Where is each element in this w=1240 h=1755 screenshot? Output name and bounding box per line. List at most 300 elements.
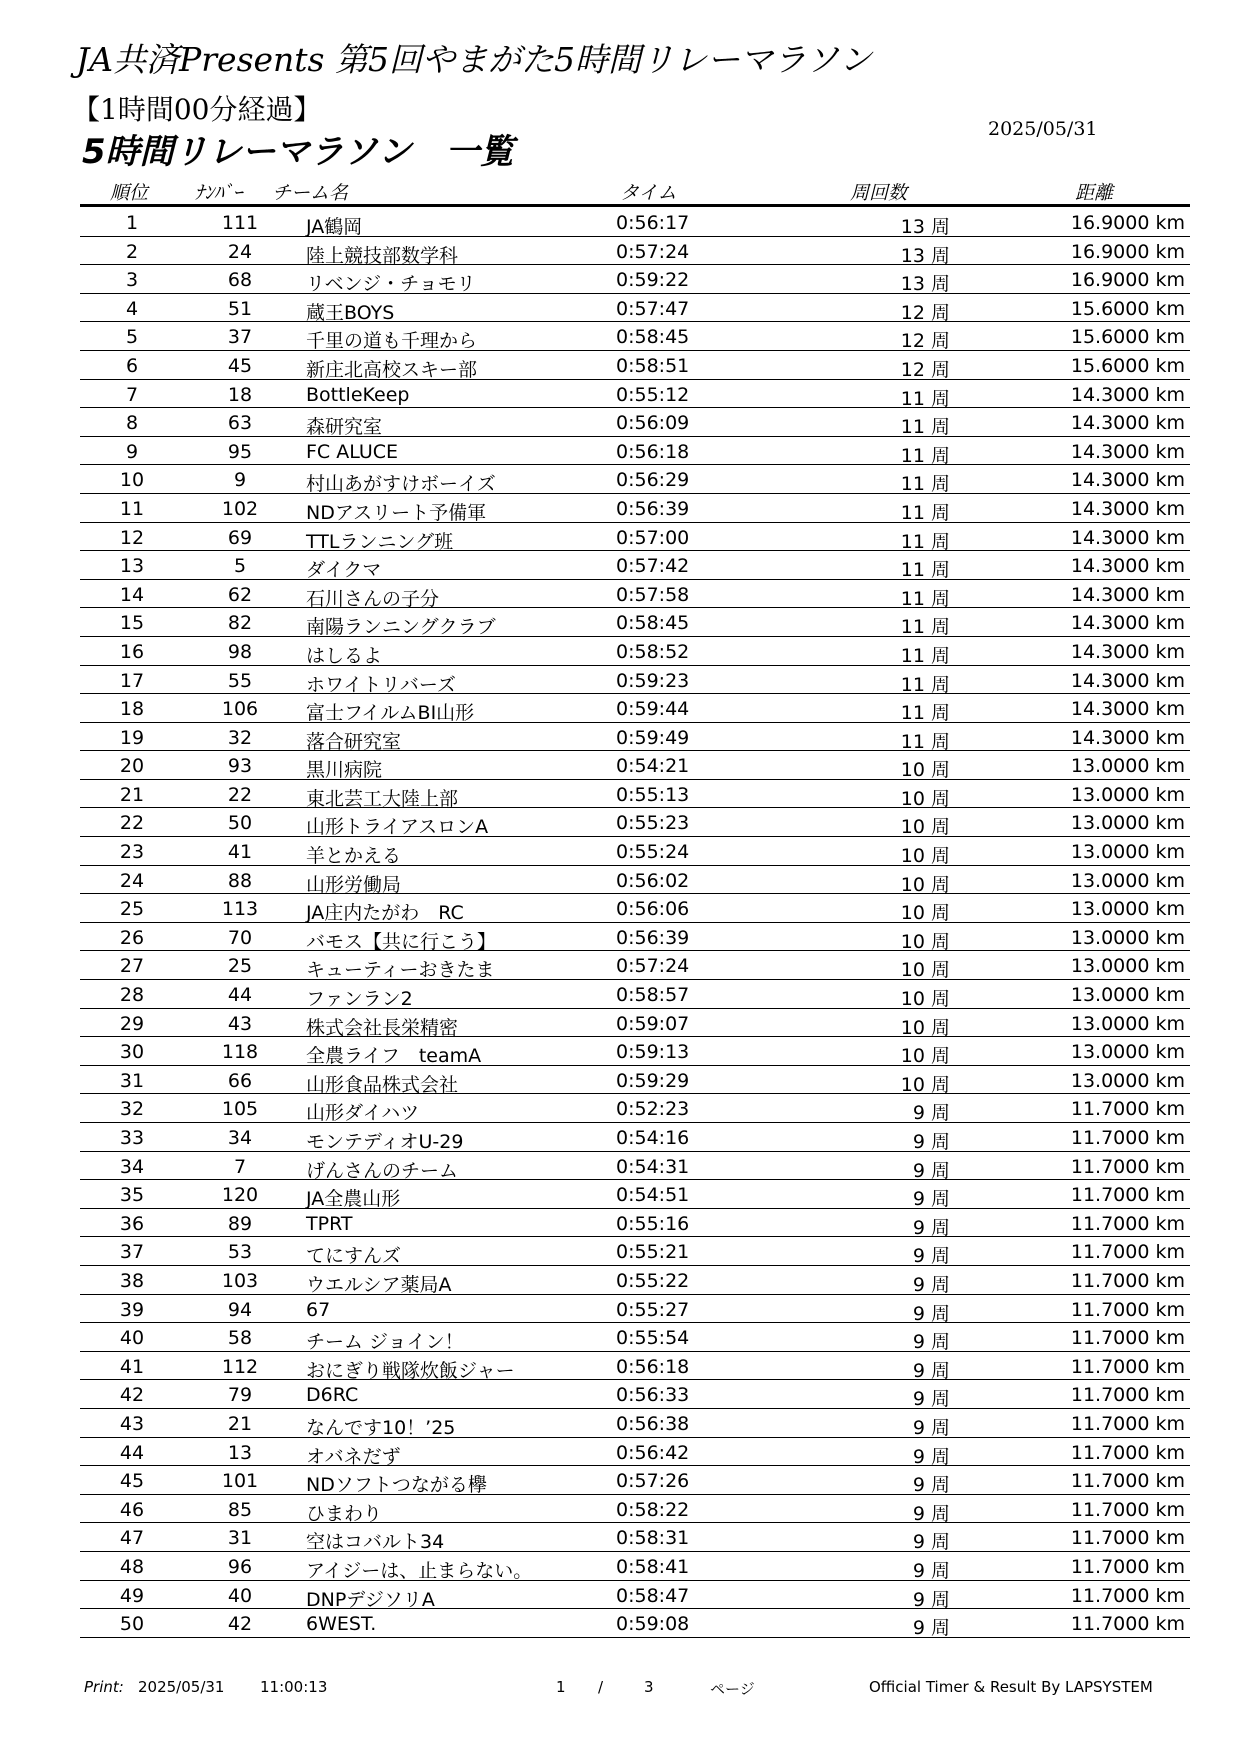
rank-cell: 4 — [125, 297, 139, 320]
number-cell: 94 — [227, 1298, 253, 1321]
team-name-cell: 空はコバルト34 — [306, 1531, 445, 1554]
table-row — [80, 951, 1190, 980]
table-row — [80, 1552, 1190, 1581]
time-cell: 0:55:27 — [616, 1298, 690, 1321]
time-cell: 0:56:29 — [616, 469, 690, 492]
col-distance-header: 距離 — [1075, 182, 1114, 204]
rank-cell: 29 — [119, 1012, 145, 1035]
rank-cell: 11 — [119, 497, 145, 520]
number-cell: 66 — [227, 1069, 253, 1092]
team-name-cell: 陸上競技部数学科 — [306, 244, 459, 267]
table-row — [80, 608, 1190, 637]
laps-cell: 9 周 — [912, 1245, 950, 1268]
distance-cell: 11.7000 km — [1070, 1613, 1185, 1636]
distance-cell: 11.7000 km — [1070, 1298, 1185, 1321]
team-name-cell: 東北芸工大陸上部 — [306, 787, 459, 810]
distance-cell: 13.0000 km — [1070, 783, 1185, 806]
laps-cell: 9 周 — [912, 1331, 950, 1354]
laps-cell: 9 周 — [912, 1474, 950, 1497]
rank-cell: 25 — [119, 898, 145, 921]
team-name-cell: 落合研究室 — [306, 730, 402, 753]
time-cell: 0:57:58 — [616, 583, 690, 606]
number-cell: 111 — [221, 212, 259, 234]
page-label: ページ — [710, 1680, 755, 1698]
time-cell: 0:57:24 — [616, 240, 690, 263]
laps-cell: 11 周 — [900, 444, 950, 467]
laps-cell: 9 周 — [912, 1559, 950, 1582]
number-cell: 50 — [227, 812, 253, 835]
time-cell: 0:56:39 — [616, 926, 690, 949]
distance-cell: 13.0000 km — [1070, 869, 1185, 892]
number-cell: 113 — [221, 898, 259, 921]
distance-cell: 13.0000 km — [1070, 841, 1185, 864]
rank-cell: 31 — [119, 1069, 145, 1092]
number-cell: 103 — [221, 1269, 259, 1292]
laps-cell: 9 周 — [912, 1416, 950, 1439]
time-cell: 0:55:21 — [616, 1241, 690, 1264]
rank-cell: 49 — [119, 1584, 145, 1607]
table-row — [80, 1266, 1190, 1295]
rank-cell: 33 — [119, 1127, 145, 1149]
laps-cell: 10 周 — [900, 845, 950, 868]
rank-cell: 22 — [119, 812, 145, 835]
table-row — [80, 322, 1190, 351]
distance-cell: 11.7000 km — [1070, 1184, 1185, 1207]
table-row — [80, 294, 1190, 323]
table-row — [80, 437, 1190, 466]
table-row — [80, 666, 1190, 695]
distance-cell: 14.3000 km — [1070, 612, 1185, 635]
team-name-cell: 山形食品株式会社 — [306, 1073, 459, 1096]
laps-cell: 10 周 — [900, 1045, 950, 1068]
rank-cell: 17 — [119, 669, 145, 692]
table-row — [80, 1609, 1190, 1638]
number-cell: 25 — [227, 955, 253, 978]
laps-cell: 10 周 — [900, 1016, 950, 1039]
number-cell: 51 — [227, 297, 253, 320]
laps-cell: 10 周 — [900, 959, 950, 982]
team-name-cell: TTLランニング班 — [306, 530, 454, 553]
number-cell: 58 — [227, 1327, 253, 1350]
table-row — [80, 1466, 1190, 1495]
laps-cell: 11 周 — [900, 416, 950, 439]
team-name-cell: NDソフトつながる欅 — [306, 1474, 487, 1497]
number-cell: 55 — [227, 669, 253, 692]
laps-cell: 9 周 — [912, 1388, 950, 1411]
rank-cell: 2 — [125, 240, 139, 263]
team-name-cell: FC ALUCE — [306, 440, 399, 463]
distance-cell: 14.3000 km — [1070, 698, 1185, 721]
rank-cell: 45 — [119, 1470, 145, 1493]
number-cell: 82 — [227, 612, 253, 635]
number-cell: 69 — [227, 526, 253, 549]
rank-cell: 27 — [119, 955, 145, 978]
rank-cell: 36 — [119, 1212, 145, 1235]
laps-cell: 11 周 — [900, 673, 950, 696]
team-name-cell: チーム ジョイン！ — [306, 1331, 464, 1354]
table-row — [80, 694, 1190, 723]
distance-cell: 16.9000 km — [1070, 240, 1185, 263]
time-cell: 0:57:47 — [616, 297, 690, 320]
col-rank-header: 順位 — [110, 182, 149, 204]
team-name-cell: D6RC — [306, 1384, 359, 1407]
col-laps-header: 周回数 — [850, 182, 908, 204]
time-cell: 0:56:42 — [616, 1441, 690, 1464]
team-name-cell: オバネだず — [306, 1445, 401, 1468]
laps-cell: 9 周 — [912, 1502, 950, 1525]
distance-cell: 11.7000 km — [1070, 1241, 1185, 1264]
number-cell: 24 — [227, 240, 253, 263]
rank-cell: 39 — [119, 1298, 145, 1321]
table-row — [80, 923, 1190, 952]
elapsed-time-label: 【1時間00分経過】 — [72, 93, 322, 126]
rank-cell: 30 — [119, 1041, 145, 1064]
team-name-cell: キューティーおきたま — [306, 959, 495, 982]
time-cell: 0:56:38 — [616, 1412, 690, 1435]
laps-cell: 9 周 — [912, 1302, 950, 1325]
results-table — [80, 208, 1190, 1638]
number-cell: 93 — [227, 755, 253, 778]
laps-cell: 9 周 — [912, 1159, 950, 1182]
time-cell: 0:56:33 — [616, 1384, 690, 1407]
rank-cell: 1 — [125, 212, 139, 234]
team-name-cell: 村山あがすけボーイズ — [306, 473, 496, 496]
number-cell: 85 — [227, 1498, 253, 1521]
team-name-cell: 蔵王BOYS — [306, 301, 395, 324]
laps-cell: 12 周 — [900, 330, 950, 353]
rank-cell: 37 — [119, 1241, 145, 1264]
distance-cell: 13.0000 km — [1070, 955, 1185, 978]
laps-cell: 9 周 — [912, 1531, 950, 1554]
laps-cell: 9 周 — [912, 1131, 950, 1153]
number-cell: 62 — [227, 583, 253, 606]
table-row — [80, 980, 1190, 1009]
table-row — [80, 1380, 1190, 1409]
rank-cell: 38 — [119, 1269, 145, 1292]
laps-cell: 11 周 — [900, 730, 950, 753]
distance-cell: 13.0000 km — [1070, 984, 1185, 1007]
number-cell: 79 — [227, 1384, 253, 1407]
col-number-header: ﾅﾝﾊﾞｰ — [195, 182, 243, 204]
number-cell: 42 — [227, 1613, 253, 1636]
print-time: 11:00:13 — [260, 1678, 328, 1696]
rank-cell: 8 — [125, 412, 139, 435]
distance-cell: 13.0000 km — [1070, 898, 1185, 921]
table-row — [80, 1180, 1190, 1209]
laps-cell: 13 周 — [900, 273, 950, 296]
time-cell: 0:58:45 — [616, 326, 690, 349]
rank-cell: 40 — [119, 1327, 145, 1350]
distance-cell: 11.7000 km — [1070, 1470, 1185, 1493]
distance-cell: 11.7000 km — [1070, 1555, 1185, 1578]
time-cell: 0:55:23 — [616, 812, 690, 835]
laps-cell: 11 周 — [900, 387, 950, 410]
team-name-cell: 富士フイルムBI山形 — [306, 702, 475, 725]
distance-cell: 11.7000 km — [1070, 1527, 1185, 1550]
laps-cell: 10 周 — [900, 873, 950, 896]
distance-cell: 11.7000 km — [1070, 1498, 1185, 1521]
time-cell: 0:55:22 — [616, 1269, 690, 1292]
number-cell: 70 — [227, 926, 253, 949]
time-cell: 0:56:06 — [616, 898, 690, 921]
table-row — [80, 1152, 1190, 1181]
time-cell: 0:57:00 — [616, 526, 690, 549]
table-row — [80, 494, 1190, 523]
number-cell: 98 — [227, 640, 253, 663]
number-cell: 88 — [227, 869, 253, 892]
laps-cell: 11 周 — [900, 616, 950, 639]
table-row — [80, 523, 1190, 552]
distance-cell: 15.6000 km — [1070, 297, 1185, 320]
laps-cell: 10 周 — [900, 787, 950, 810]
distance-cell: 14.3000 km — [1070, 555, 1185, 578]
team-name-cell: 黒川病院 — [306, 759, 383, 782]
laps-cell: 9 周 — [912, 1216, 950, 1239]
time-cell: 0:58:51 — [616, 354, 690, 377]
team-name-cell: 全農ライフ teamA — [306, 1045, 482, 1068]
time-cell: 0:59:49 — [616, 726, 690, 749]
rank-cell: 50 — [119, 1613, 145, 1636]
distance-cell: 14.3000 km — [1070, 440, 1185, 463]
laps-cell: 11 周 — [900, 530, 950, 553]
number-cell: 105 — [221, 1098, 259, 1121]
distance-cell: 11.7000 km — [1070, 1155, 1185, 1178]
rank-cell: 12 — [119, 526, 145, 549]
number-cell: 106 — [221, 698, 259, 721]
distance-cell: 14.3000 km — [1070, 640, 1185, 663]
number-cell: 41 — [227, 841, 253, 864]
number-cell: 44 — [227, 984, 253, 1007]
rank-cell: 13 — [119, 555, 145, 578]
time-cell: 0:57:42 — [616, 555, 690, 578]
rank-cell: 18 — [119, 698, 145, 721]
team-name-cell: BottleKeep — [306, 383, 410, 406]
rank-cell: 28 — [119, 984, 145, 1007]
team-name-cell: アイジーは、止まらない。 — [306, 1559, 533, 1582]
distance-cell: 16.9000 km — [1070, 212, 1185, 234]
table-row — [80, 1409, 1190, 1438]
rank-cell: 24 — [119, 869, 145, 892]
distance-cell: 14.3000 km — [1070, 412, 1185, 435]
laps-cell: 9 周 — [912, 1273, 950, 1296]
distance-cell: 13.0000 km — [1070, 926, 1185, 949]
distance-cell: 14.3000 km — [1070, 383, 1185, 406]
team-name-cell: ひまわり — [306, 1502, 383, 1525]
table-row — [80, 551, 1190, 580]
time-cell: 0:55:16 — [616, 1212, 690, 1235]
rank-cell: 16 — [119, 640, 145, 663]
number-cell: 37 — [227, 326, 253, 349]
laps-cell: 11 周 — [900, 702, 950, 725]
page-total: 3 — [644, 1678, 654, 1696]
laps-cell: 10 周 — [900, 930, 950, 953]
rank-cell: 20 — [119, 755, 145, 778]
team-name-cell: ダイクマ — [306, 559, 382, 582]
rank-cell: 23 — [119, 841, 145, 864]
time-cell: 0:55:54 — [616, 1327, 690, 1350]
table-row — [80, 1066, 1190, 1095]
number-cell: 45 — [227, 354, 253, 377]
rank-cell: 14 — [119, 583, 145, 606]
time-cell: 0:56:18 — [616, 1355, 690, 1378]
table-row — [80, 265, 1190, 294]
team-name-cell: おにぎり戦隊炊飯ジャー — [306, 1359, 515, 1382]
rank-cell: 32 — [119, 1098, 145, 1121]
col-time-header: タイム — [620, 182, 677, 204]
table-row — [80, 1495, 1190, 1524]
page-current: 1 — [556, 1678, 566, 1696]
table-row — [80, 837, 1190, 866]
laps-cell: 10 周 — [900, 759, 950, 782]
rank-cell: 47 — [119, 1527, 145, 1550]
table-row — [80, 208, 1190, 237]
distance-cell: 11.7000 km — [1070, 1584, 1185, 1607]
time-cell: 0:56:02 — [616, 869, 690, 892]
distance-cell: 11.7000 km — [1070, 1412, 1185, 1435]
team-name-cell: 石川さんの子分 — [306, 587, 440, 610]
team-name-cell: 株式会社長栄精密 — [306, 1016, 459, 1039]
time-cell: 0:59:13 — [616, 1041, 690, 1064]
distance-cell: 13.0000 km — [1070, 1012, 1185, 1035]
laps-cell: 9 周 — [912, 1102, 950, 1125]
distance-cell: 13.0000 km — [1070, 1041, 1185, 1064]
laps-cell: 9 周 — [912, 1188, 950, 1211]
table-row — [80, 237, 1190, 266]
number-cell: 89 — [227, 1212, 253, 1235]
distance-cell: 11.7000 km — [1070, 1327, 1185, 1350]
table-row — [80, 408, 1190, 437]
distance-cell: 15.6000 km — [1070, 326, 1185, 349]
rank-cell: 42 — [119, 1384, 145, 1407]
team-name-cell: DNPデジソリA — [306, 1588, 435, 1611]
team-name-cell: なんです10！’25 — [306, 1416, 456, 1439]
distance-cell: 15.6000 km — [1070, 354, 1185, 377]
team-name-cell: はしるよ — [306, 644, 383, 667]
number-cell: 102 — [221, 497, 259, 520]
rank-cell: 34 — [119, 1155, 145, 1178]
laps-cell: 13 周 — [900, 216, 950, 238]
number-cell: 21 — [227, 1412, 253, 1435]
rank-cell: 35 — [119, 1184, 145, 1207]
table-row — [80, 1037, 1190, 1066]
team-name-cell: モンテディオU-29 — [306, 1131, 464, 1153]
laps-cell: 10 周 — [900, 1073, 950, 1096]
event-title: JA共済Presents 第5回やまがた5時間リレーマラソン — [76, 40, 872, 79]
time-cell: 0:54:21 — [616, 755, 690, 778]
rank-cell: 48 — [119, 1555, 145, 1578]
time-cell: 0:59:08 — [616, 1613, 690, 1636]
team-name-cell: 羊とかえる — [306, 845, 402, 868]
team-name-cell: 千里の道も千理から — [306, 330, 478, 353]
distance-cell: 11.7000 km — [1070, 1098, 1185, 1121]
rank-cell: 10 — [119, 469, 145, 492]
time-cell: 0:58:57 — [616, 984, 690, 1007]
table-row — [80, 751, 1190, 780]
laps-cell: 11 周 — [900, 587, 950, 610]
team-name-cell: 新庄北高校スキー部 — [306, 358, 478, 381]
time-cell: 0:58:41 — [616, 1555, 690, 1578]
number-cell: 18 — [227, 383, 253, 406]
time-cell: 0:58:31 — [616, 1527, 690, 1550]
number-cell: 68 — [227, 269, 253, 292]
team-name-cell: 6WEST. — [306, 1613, 377, 1636]
team-name-cell: ホワイトリバーズ — [306, 673, 456, 696]
time-cell: 0:58:47 — [616, 1584, 690, 1607]
number-cell: 112 — [221, 1355, 259, 1378]
time-cell: 0:59:29 — [616, 1069, 690, 1092]
rank-cell: 44 — [119, 1441, 145, 1464]
rank-cell: 26 — [119, 926, 145, 949]
laps-cell: 11 周 — [900, 559, 950, 582]
number-cell: 53 — [227, 1241, 253, 1264]
time-cell: 0:55:12 — [616, 383, 690, 406]
table-row — [80, 1009, 1190, 1038]
number-cell: 101 — [221, 1470, 259, 1493]
table-row — [80, 1523, 1190, 1552]
time-cell: 0:54:31 — [616, 1155, 690, 1178]
distance-cell: 13.0000 km — [1070, 755, 1185, 778]
time-cell: 0:58:22 — [616, 1498, 690, 1521]
table-row — [80, 1123, 1190, 1152]
team-name-cell: 67 — [306, 1298, 331, 1321]
table-row — [80, 1295, 1190, 1324]
team-name-cell: 山形トライアスロンA — [306, 816, 489, 839]
rank-cell: 5 — [125, 326, 139, 349]
team-name-cell: リベンジ・チョモリ — [306, 273, 476, 296]
distance-cell: 16.9000 km — [1070, 269, 1185, 292]
time-cell: 0:58:52 — [616, 640, 690, 663]
number-cell: 120 — [221, 1184, 259, 1207]
credit: Official Timer & Result By LAPSYSTEM — [869, 1678, 1153, 1696]
number-cell: 22 — [227, 783, 253, 806]
table-row — [80, 1438, 1190, 1467]
team-name-cell: バモス【共に行こう】 — [306, 930, 497, 953]
table-row — [80, 808, 1190, 837]
time-cell: 0:57:24 — [616, 955, 690, 978]
rank-cell: 3 — [125, 269, 139, 292]
table-row — [80, 1237, 1190, 1266]
distance-cell: 11.7000 km — [1070, 1127, 1185, 1149]
table-row — [80, 380, 1190, 409]
laps-cell: 9 周 — [912, 1588, 950, 1611]
time-cell: 0:59:07 — [616, 1012, 690, 1035]
table-row — [80, 723, 1190, 752]
table-header — [80, 176, 1190, 207]
distance-cell: 14.3000 km — [1070, 669, 1185, 692]
rank-cell: 41 — [119, 1355, 145, 1378]
distance-cell: 11.7000 km — [1070, 1212, 1185, 1235]
team-name-cell: NDアスリート予備軍 — [306, 501, 487, 524]
distance-cell: 14.3000 km — [1070, 583, 1185, 606]
team-name-cell: てにすんズ — [306, 1245, 402, 1268]
number-cell: 31 — [227, 1527, 253, 1550]
team-name-cell: ファンラン2 — [306, 988, 413, 1011]
laps-cell: 10 周 — [900, 816, 950, 839]
distance-cell: 11.7000 km — [1070, 1269, 1185, 1292]
distance-cell: 14.3000 km — [1070, 497, 1185, 520]
number-cell: 118 — [221, 1041, 259, 1064]
number-cell: 34 — [227, 1127, 253, 1149]
distance-cell: 11.7000 km — [1070, 1384, 1185, 1407]
team-name-cell: JA全農山形 — [306, 1188, 401, 1211]
table-row — [80, 866, 1190, 895]
time-cell: 0:54:51 — [616, 1184, 690, 1207]
time-cell: 0:57:26 — [616, 1470, 690, 1493]
table-row — [80, 1323, 1190, 1352]
team-name-cell: JA鶴岡 — [306, 216, 363, 238]
laps-cell: 9 周 — [912, 1359, 950, 1382]
table-row — [80, 1209, 1190, 1238]
